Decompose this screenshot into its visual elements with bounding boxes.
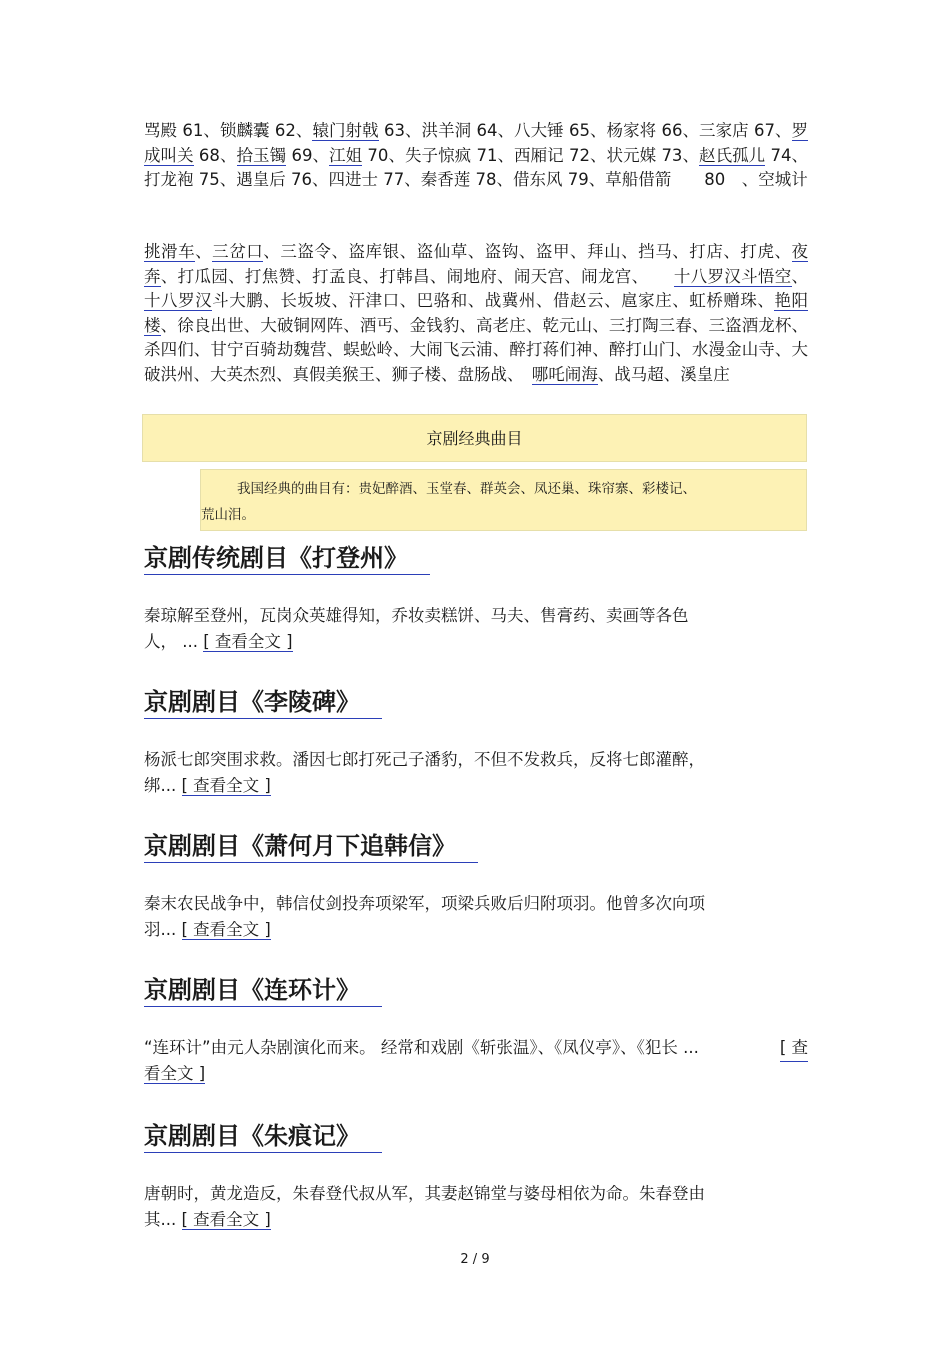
link-zhaoshi[interactable]: 赵氏孤儿 — [699, 145, 766, 165]
article-xiaohe — [144, 830, 808, 939]
summary-line-2: 绑... — [144, 776, 177, 795]
link-yeben[interactable]: 夜奔 — [144, 242, 809, 286]
article-summary — [144, 747, 705, 799]
repertoire-list-2: 挑滑车、三岔口、三盗令、盗库银、盗仙草、盗钩、盗甲、拜山、挡马、打店、打虎、夜奔、打瓜园、打焦赞、打孟良、打韩昌、闹地府、闹天宫、闹龙宫、 十八罗汉斗悟空、十八罗汉斗大鹏、长坂坡、汗津口、巴骆和、战冀州、借赵云、扈家庄、虹桥赠珠、艳阳楼、徐良出世、大破铜网阵、酒丐、金钱豹、高老庄、乾元山、三打陶三春、三盗酒龙杯、杀四们、甘宁百骑劫魏营、蜈蚣岭、大闹飞云浦、醉打蒋们神、醉打山门、水漫金山寺、大破洪州、大英杰烈、真假美猴王、狮子楼、盘肠战、 哪吒闹海、战马超、溪皇庄 — [144, 242, 809, 384]
classic-repertoire-box-text — [200, 469, 807, 531]
summary-line-2: 其... — [144, 1210, 177, 1229]
read-more-link[interactable]: [ 查看全文 ] — [203, 632, 293, 651]
summary-line-1: 秦琼解至登州，瓦岗众英雄得知，乔妆卖糕饼、马夫、售膏药、卖画等各色 — [144, 606, 689, 625]
article-dadengzhou — [144, 542, 808, 651]
link-sanchakou[interactable]: 三岔口 — [212, 242, 264, 261]
page-number: 2 / 9 — [460, 1252, 490, 1267]
article-summary — [144, 1035, 808, 1087]
summary-line-1: 秦末农民战争中，韩信仗剑投奔项梁军，项梁兵败后归附项羽。他曾多次向项 — [144, 894, 705, 913]
article-title[interactable]: 京剧剧目《萧何月下追韩信》 — [144, 830, 478, 863]
link-shibaluohan-2[interactable]: 十八罗汉 — [144, 291, 213, 310]
article-title[interactable]: 京剧剧目《李陵碑》 — [144, 686, 382, 719]
link-luocheng[interactable]: 罗成叫关 — [144, 121, 809, 165]
read-more-link[interactable]: [ 查看全文 ] — [181, 776, 271, 795]
read-more-link[interactable]: [ 查看全文 ] — [181, 1210, 271, 1229]
article-zhuhenji — [144, 1120, 808, 1229]
link-shibaluohan-1[interactable]: 十八罗汉斗悟空 — [673, 266, 792, 286]
summary-line-2: 人， ... — [144, 632, 198, 651]
article-title[interactable]: 京剧剧目《连环计》 — [144, 974, 382, 1007]
article-title[interactable]: 京剧剧目《朱痕记》 — [144, 1120, 382, 1153]
summary-line-2: 羽... — [144, 920, 177, 939]
read-more-link-part-1[interactable]: [ 查 — [780, 1035, 808, 1062]
article-lianhuanji — [144, 974, 808, 1083]
link-yuanmen[interactable]: 辕门射戟 — [312, 121, 379, 140]
summary-line-1: 唐朝时，黄龙造反，朱春登代叔从军，其妻赵锦堂与婆母相依为命。朱春登由 — [144, 1184, 705, 1203]
article-summary — [144, 603, 689, 655]
link-shiyuzhuo[interactable]: 拾玉镯 — [236, 145, 287, 165]
box-text-line-2: 荒山泪。 — [201, 507, 255, 523]
summary-line-1: 杨派七郎突围求救。潘因七郎打死己子潘豹，不但不发救兵，反将七郎灌醉， — [144, 750, 705, 769]
read-more-link-part-2[interactable]: 看全文 ] — [144, 1064, 206, 1083]
link-yanyanglou[interactable]: 艳阳楼 — [144, 291, 809, 335]
article-summary — [144, 1181, 705, 1233]
read-more-link[interactable]: [ 查看全文 ] — [181, 920, 271, 939]
summary-line-1: “连环计”由元人杂剧演化而来。 经常和戏剧《斩张温》、《凤仪亭》、《犯长 ... — [144, 1038, 699, 1057]
box-text-line-1: 我国经典的曲目有：贵妃醉酒、玉堂春、群英会、凤还巢、珠帘寨、彩楼记、 — [237, 481, 696, 497]
classic-repertoire-box-title: 京剧经典曲目 — [142, 414, 807, 462]
link-jiangjie[interactable]: 江姐 — [329, 145, 363, 165]
article-summary — [144, 891, 705, 943]
article-lilingbei — [144, 686, 808, 795]
article-title[interactable]: 京剧传统剧目《打登州》 — [144, 542, 430, 575]
repertoire-list-1: 骂殿 61、锁麟囊 62、辕门射戟 63、洪羊洞 64、八大锤 65、杨家将 66、三家店 67、罗成叫关 68、拾玉镯 69、江姐 70、失子惊疯 71、西厢记 72、状元媒 73、赵氏孤儿 74、打龙袍 75、遇皇后 76、四进士 77、秦香莲 78、借东风 79、草船借箭 80 、空城计 — [144, 121, 809, 189]
link-tiaohuache[interactable]: 挑滑车 — [144, 242, 196, 261]
link-nezha[interactable]: 哪吒闹海 — [531, 364, 598, 384]
